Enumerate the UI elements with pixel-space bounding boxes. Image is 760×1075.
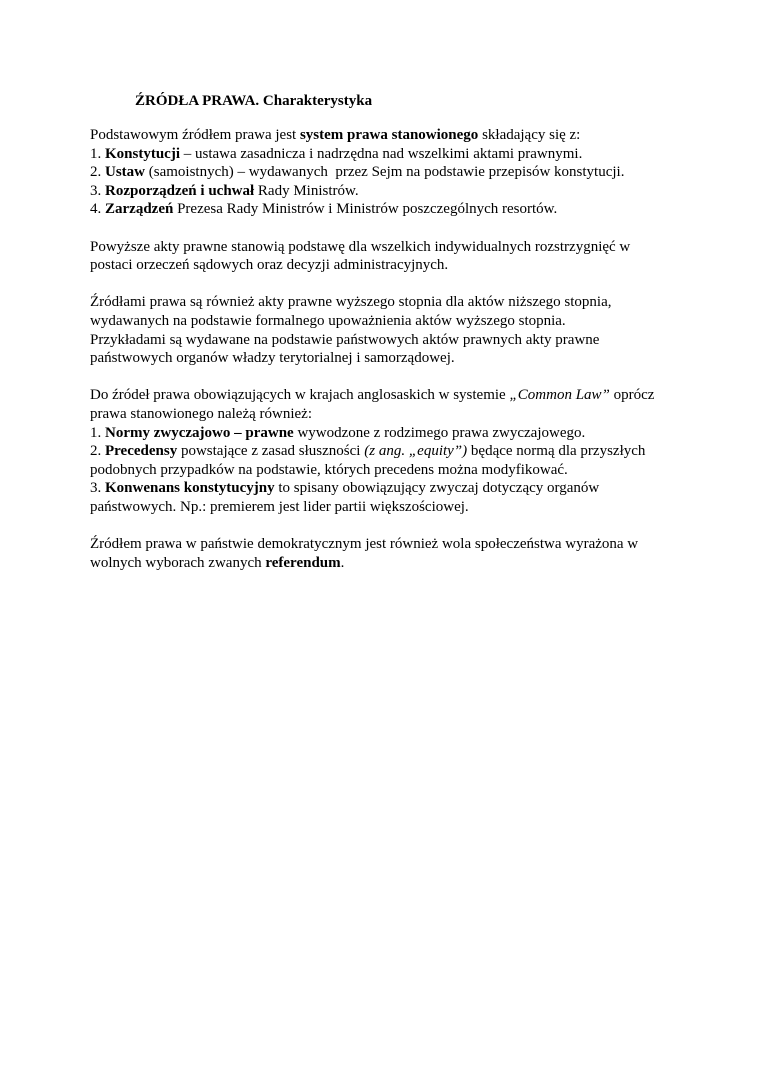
bold-text: Precedensy [105, 443, 178, 460]
text-line: postaci orzeczeń sądowych oraz decyzji administracyjnych. [90, 257, 449, 274]
text: będące normą dla przyszłych [467, 443, 646, 460]
bold-text: Konstytucji [105, 145, 180, 162]
text: – ustawa zasadnicza i nadrzędna nad wszelkimi aktami prawnymi. [180, 145, 583, 162]
text: wywodzone z rodzimego prawa zwyczajowego. [293, 424, 586, 441]
paragraph-higher-acts [90, 293, 710, 367]
item-number: 1. [90, 145, 105, 162]
text-line: Źródłem prawa w państwie demokratycznym jest również wola społeczeństwa wyrażona w [90, 536, 639, 553]
list-item [90, 200, 710, 219]
list-item [90, 442, 710, 461]
paragraph-referendum [90, 535, 710, 572]
text: Prezesa Rady Ministrów i Ministrów poszczególnych resortów. [173, 201, 558, 218]
text-line: Źródłami prawa są również akty prawne wyższego stopnia dla aktów niższego stopnia, [90, 294, 612, 311]
text: oprócz [609, 387, 655, 404]
list-item [90, 479, 710, 498]
intro-line [90, 386, 710, 405]
item-number: 2. [90, 443, 105, 460]
item-number: 3. [90, 182, 105, 199]
paragraph-decisions [90, 238, 710, 275]
intro-line [90, 126, 710, 145]
text-line: prawa stanowionego należą również: [90, 405, 312, 422]
paragraph-sources [90, 126, 710, 219]
text-line [90, 554, 710, 573]
item-number: 4. [90, 201, 105, 218]
list-item [90, 163, 710, 182]
italic-text: „Common Law” [509, 387, 610, 404]
text-line: państwowych. Np.: premierem jest lider partii większościowej. [90, 498, 469, 515]
bold-text: Zarządzeń [105, 201, 174, 218]
list-item [90, 182, 710, 201]
text: to spisany obowiązujący zwyczaj dotyczący organów [274, 480, 600, 497]
text: składający się z: [478, 127, 581, 143]
bold-text: referendum [265, 554, 341, 571]
bold-text: Normy zwyczajowo – prawne [105, 424, 294, 441]
text: Podstawowym źródłem prawa jest [90, 127, 300, 143]
bold-text: system prawa stanowionego [299, 127, 479, 143]
text-line: podobnych przypadków na podstawie, których precedens można modyfikować. [90, 461, 568, 478]
document-body [90, 126, 710, 591]
item-number: 1. [90, 424, 105, 441]
text-line: wydawanych na podstawie formalnego upoważnienia aktów wyższego stopnia. [90, 312, 566, 329]
document-title: ŹRÓDŁA PRAWA. Charakterystyka [135, 93, 373, 109]
text: (samoistnych) – wydawanych przez Sejm na podstawie przepisów konstytucji. [145, 164, 625, 181]
paragraph-common-law [90, 386, 710, 516]
text-line: państwowych organów władzy terytorialnej i samorządowej. [90, 350, 455, 367]
text: . [340, 554, 345, 571]
item-number: 2. [90, 164, 105, 181]
item-number: 3. [90, 480, 105, 497]
text-line: Przykładami są wydawane na podstawie państwowych aktów prawnych akty prawne [90, 331, 600, 348]
bold-text: Konwenans konstytucyjny [105, 480, 275, 497]
text: wolnych wyborach zwanych [90, 554, 266, 571]
text: Rady Ministrów. [254, 182, 359, 199]
list-item [90, 424, 710, 443]
italic-text: (z ang. „equity”) [364, 443, 468, 460]
list-item [90, 145, 710, 164]
bold-text: Ustaw [105, 164, 145, 181]
text-line: Powyższe akty prawne stanowią podstawę dla wszelkich indywidualnych rozstrzygnięć w [90, 238, 631, 255]
bold-text: Rozporządzeń i uchwał [105, 182, 255, 199]
text: Do źródeł prawa obowiązujących w krajach anglosaskich w systemie [90, 387, 510, 404]
text: powstające z zasad słuszności [177, 443, 365, 460]
